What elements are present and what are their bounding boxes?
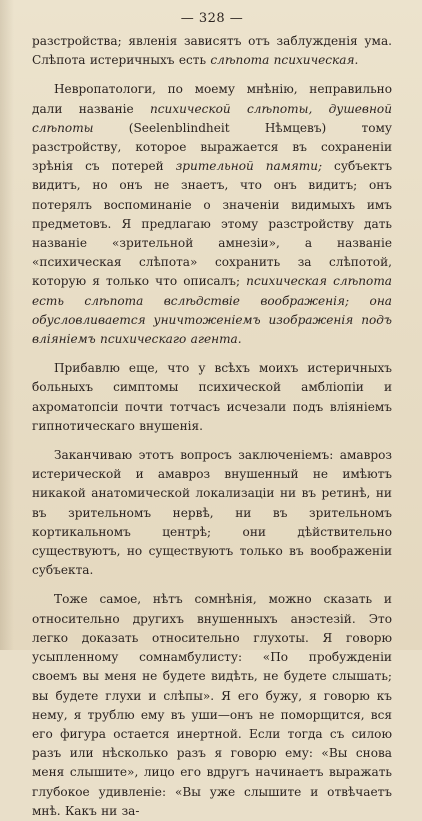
text-run: субъектъ видитъ, но онъ не знаетъ, что онъ видитъ; онъ потерялъ воспоминаніе о значеніи видимыхъ имъ предметовъ. Я предлагаю этому разстройству дать названіе «зрительной амнезіи», а названіе «психическая слѣпота» сохранить за слѣпотой, которую я только что описалъ; [32, 159, 393, 289]
paragraph [32, 80, 392, 349]
text-run: Прибавлю еще, что у всѣхъ моихъ истеричныхъ больныхъ симптомы психической амбліопіи и ахроматопсіи почти тотчасъ исчезали подъ вліяніемъ гипнотическаго внушенія. [32, 361, 392, 433]
text-run: (Seelenblindheit Нѣмцевъ) тому разстройству, которое выражается въ сохраненіи зрѣнія съ потерей [32, 120, 392, 174]
text-run: разстройства; явленія зависятъ отъ заблужденія ума. Слѣпота истеричныхъ есть [32, 34, 392, 68]
paragraph [32, 590, 392, 820]
text-run: Заканчиваю этотъ вопросъ заключеніемъ: амавроз истерической и амавроз внушенный не имѣютъ никакой анатомической локализаціи ни въ ретинѣ, ни въ зрительномъ нервѣ, ни въ зрительномъ кортикальномъ центрѣ; они дѣйствительно существуютъ, но существуютъ только въ воображеніи субъекта. [32, 448, 392, 578]
page-number: — 328 — [180, 11, 244, 26]
paragraph [32, 32, 392, 70]
paragraph [32, 446, 392, 580]
italic-text-run: психической слѣпоты, душевной слѣпоты [32, 101, 393, 135]
text-run: Невропатологи, по моему мнѣнію, неправильно дали названіе [32, 82, 392, 116]
italic-text-run: слѣпота психическая. [210, 53, 359, 68]
italic-text-run: психическая слѣпота есть слѣпота вслѣдствіе воображенія; она обусловливается уничтоженіемъ изображенія подъ вліяніемъ психическаго агента. [32, 274, 392, 347]
italic-text-run: зрительной памяти; [175, 159, 323, 174]
paragraph [32, 359, 392, 436]
text-run: Тоже самое, нѣтъ сомнѣнія, можно сказать и относительно другихъ внушенныхъ анэстезій. Это легко доказать относительно глухоты. Я говорю усыпленному сомнамбулисту: «По пробужденіи своемъ вы меня не будете видѣть, не будете слышать; вы будете глухи и слѣпы». Я его бужу, я говорю къ нему, я трублю ему въ уши—онъ не поморщится, вся его фигура остается инертной. Если тогда съ силою разъ или нѣсколько разъ я говорю ему: «Вы снова меня слышите», лицо его вдругъ начинаетъ выражать глубокое удивленіе: «Вы уже слышите и отвѣчаетъ мнѣ. Какъ ни за- [32, 592, 392, 818]
